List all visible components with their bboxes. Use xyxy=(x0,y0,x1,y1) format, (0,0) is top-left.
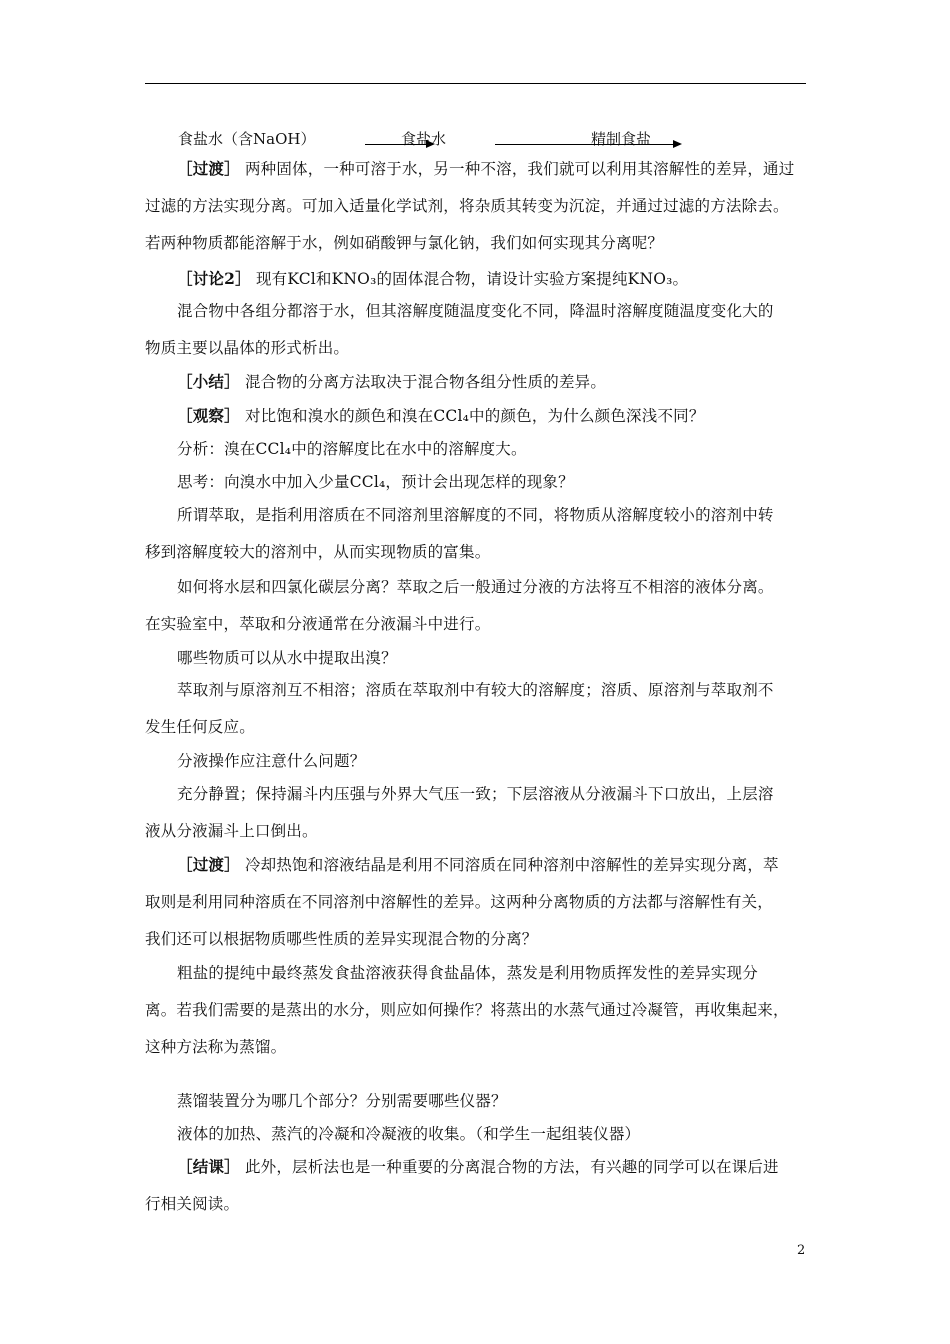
flow-start-label: 食盐水（含NaOH） xyxy=(178,130,316,148)
flow-arrow-1 xyxy=(365,144,433,145)
line-text: 如何将水层和四氯化碳层分离？萃取之后一般通过分液的方法将互不相溶的液体分离。 xyxy=(177,578,774,596)
line-text: 分析：溴在CCl₄中的溶解度比在水中的溶解度大。 xyxy=(177,440,527,458)
header-rule xyxy=(145,83,806,84)
paragraph-line xyxy=(145,406,809,443)
section-tag: ［讨论2］ xyxy=(177,269,251,288)
line-text: 在实验室中，萃取和分液通常在分液漏斗中进行。 xyxy=(145,615,491,633)
section-tag: ［观察］ xyxy=(177,406,240,425)
line-text: 发生任何反应。 xyxy=(145,718,255,736)
paragraph xyxy=(145,439,809,476)
line-text: 移到溶解度较大的溶剂中，从而实现物质的富集。 xyxy=(145,543,491,561)
paragraph-line xyxy=(145,821,809,858)
line-text: 物质主要以晶体的形式析出。 xyxy=(145,339,350,357)
line-text: 取则是利用同种溶质在不同溶剂中溶解性的差异。这两种分离物质的方法都与溶解性有关， xyxy=(145,893,774,911)
purification-flow xyxy=(0,126,950,150)
line-text: 粗盐的提纯中最终蒸发食盐溶液获得食盐晶体，蒸发是利用物质挥发性的差异实现分 xyxy=(177,964,758,982)
paragraph-line xyxy=(145,784,809,821)
line-text: 两种固体，一种可溶于水，另一种不溶，我们就可以利用其溶解性的差异，通过 xyxy=(244,160,795,178)
line-text: 混合物的分离方法取决于混合物各组分性质的差异。 xyxy=(244,373,607,391)
paragraph-line xyxy=(145,1124,809,1161)
line-text: 行相关阅读。 xyxy=(145,1195,240,1213)
paragraph-line xyxy=(145,614,809,651)
paragraph-line xyxy=(145,577,809,614)
paragraph xyxy=(145,784,809,858)
paragraph-line xyxy=(145,196,809,233)
line-text: 蒸馏装置分为哪几个部分？分别需要哪些仪器？ xyxy=(177,1092,507,1110)
paragraph-line xyxy=(145,542,809,579)
paragraph xyxy=(145,963,809,1074)
paragraph-line xyxy=(145,680,809,717)
paragraph-line xyxy=(145,1091,809,1128)
paragraph xyxy=(145,855,809,966)
paragraph-line xyxy=(145,472,809,509)
line-text: 液体的加热、蒸汽的冷凝和冷凝液的收集。（和学生一起组装仪器） xyxy=(177,1125,641,1143)
paragraph-line xyxy=(145,1037,809,1074)
paragraph xyxy=(145,1157,809,1231)
line-text: 对比饱和溴水的颜色和溴在CCl₄中的颜色，为什么颜色深浅不同？ xyxy=(244,407,705,425)
paragraph-line xyxy=(145,717,809,754)
paragraph-line xyxy=(145,751,809,788)
paragraph xyxy=(145,406,809,443)
paragraph-line xyxy=(145,159,809,196)
paragraph xyxy=(145,751,809,788)
paragraph-line xyxy=(145,338,809,375)
line-text: 所谓萃取，是指利用溶质在不同溶剂里溶解度的不同，将物质从溶解度较小的溶剂中转 xyxy=(177,506,774,524)
paragraph-line xyxy=(145,892,809,929)
paragraph xyxy=(145,472,809,509)
line-text: 我们还可以根据物质哪些性质的差异实现混合物的分离？ xyxy=(145,930,538,948)
line-text: 此外，层析法也是一种重要的分离混合物的方法，有兴趣的同学可以在课后进 xyxy=(244,1158,779,1176)
paragraph xyxy=(145,577,809,651)
flow-end-label: 精制食盐 xyxy=(591,130,652,148)
line-text: 这种方法称为蒸馏。 xyxy=(145,1038,287,1056)
paragraph xyxy=(145,505,809,579)
flow-middle-label: 食盐水 xyxy=(401,130,447,148)
line-text: 现有KCl和KNO₃的固体混合物，请设计实验方案提纯KNO₃。 xyxy=(255,270,689,288)
paragraph-line xyxy=(145,1157,809,1194)
line-text: 分液操作应注意什么问题？ xyxy=(177,752,366,770)
paragraph xyxy=(145,1124,809,1161)
line-text: 过滤的方法实现分离。可加入适量化学试剂，将杂质其转变为沉淀，并通过过滤的方法除去。 xyxy=(145,197,789,215)
line-text: 若两种物质都能溶解于水，例如硝酸钾与氯化钠，我们如何实现其分离呢？ xyxy=(145,234,664,252)
paragraph-line xyxy=(145,1000,809,1037)
line-text: 冷却热饱和溶液结晶是利用不同溶质在同种溶剂中溶解性的差异实现分离，萃 xyxy=(244,856,779,874)
paragraph xyxy=(145,1091,809,1128)
flow-arrow-2 xyxy=(495,144,680,145)
line-text: 思考：向溴水中加入少量CCl₄，预计会出现怎样的现象？ xyxy=(177,473,574,491)
line-text: 哪些物质可以从水中提取出溴？ xyxy=(177,649,397,667)
paragraph-line xyxy=(145,233,809,270)
paragraph xyxy=(145,159,809,270)
paragraph xyxy=(145,680,809,754)
paragraph-line xyxy=(145,372,809,409)
section-tag: ［结课］ xyxy=(177,1157,240,1176)
paragraph-line xyxy=(145,929,809,966)
paragraph-line xyxy=(145,1194,809,1231)
paragraph xyxy=(145,372,809,409)
paragraph-line xyxy=(145,439,809,476)
page-number: 2 xyxy=(797,1243,806,1258)
line-text: 液从分液漏斗上口倒出。 xyxy=(145,822,318,840)
section-tag: ［过渡］ xyxy=(177,159,240,178)
paragraph-line xyxy=(145,301,809,338)
section-tag: ［过渡］ xyxy=(177,855,240,874)
paragraph-line xyxy=(145,855,809,892)
paragraph-line xyxy=(145,505,809,542)
paragraph xyxy=(145,301,809,375)
line-text: 萃取剂与原溶剂互不相溶；溶质在萃取剂中有较大的溶解度；溶质、原溶剂与萃取剂不 xyxy=(177,681,774,699)
line-text: 离。若我们需要的是蒸出的水分，则应如何操作？将蒸出的水蒸气通过冷凝管，再收集起来， xyxy=(145,1001,789,1019)
section-tag: ［小结］ xyxy=(177,372,240,391)
line-text: 充分静置；保持漏斗内压强与外界大气压一致；下层溶液从分液漏斗下口放出，上层溶 xyxy=(177,785,774,803)
paragraph-line xyxy=(145,963,809,1000)
line-text: 混合物中各组分都溶于水，但其溶解度随温度变化不同，降温时溶解度随温度变化大的 xyxy=(177,302,774,320)
